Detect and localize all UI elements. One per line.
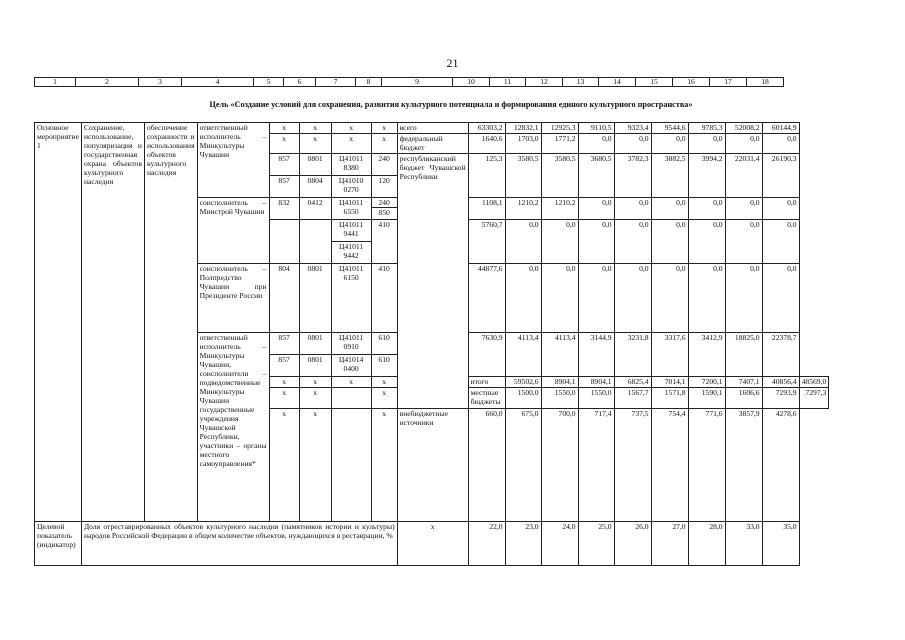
value-cell: 0,0 — [578, 134, 614, 154]
value-cell: 0,0 — [688, 134, 725, 154]
value-cell: 0,0 — [688, 220, 725, 264]
vr-cell: 610 — [371, 355, 397, 377]
value-cell: 0,0 — [725, 264, 762, 333]
csr-cell: x — [331, 377, 371, 388]
col-num: 4 — [182, 78, 254, 87]
vr-cell: x — [371, 409, 397, 522]
csr-cell: x — [331, 134, 371, 154]
value-cell: 3680,5 — [578, 154, 614, 198]
value-cell: 0,0 — [614, 220, 651, 264]
indicator-text: Доля отреставрированных объектов культурного наследия (памятников истории и культуры) народов Российской Федерации в общем количестве объектов, нуждающихся в реставрации, % — [81, 522, 397, 566]
col-num: 9 — [382, 78, 453, 87]
csr-cell — [331, 388, 371, 409]
value-cell: 28,0 — [688, 522, 725, 566]
value-cell: 3580,5 — [541, 154, 578, 198]
vr-cell: x — [371, 377, 397, 388]
executor-cell: соисполнитель – Полпредство Чувашии при Президенте России — [197, 264, 269, 333]
value-cell: 737,5 — [614, 409, 651, 522]
rz-cell: 0804 — [299, 176, 331, 198]
col-num: 12 — [526, 78, 563, 87]
value-cell: 1500,0 — [505, 388, 541, 409]
value-cell: 1550,0 — [578, 388, 614, 409]
value-cell: 3317,6 — [651, 333, 688, 377]
value-cell: 0,0 — [614, 134, 651, 154]
value-cell: 0,0 — [725, 134, 762, 154]
rz-cell: 0801 — [299, 355, 331, 377]
executor-cell: ответственный исполнитель – Минкультуры Чувашии — [197, 123, 269, 198]
grbs-cell: 832 — [269, 198, 299, 220]
source-cell: итого — [468, 377, 505, 388]
vr-cell: 410 — [371, 264, 397, 333]
value-cell: 1567,7 — [614, 388, 651, 409]
value-cell: 0,0 — [505, 220, 541, 264]
csr-cell — [331, 409, 371, 522]
indicator-label: Целевой показатель (индикатор) — [35, 522, 82, 566]
value-cell: 0,0 — [651, 264, 688, 333]
value-cell: 0,0 — [651, 220, 688, 264]
value-cell: 25,0 — [578, 522, 614, 566]
value-cell: 59502,6 — [505, 377, 541, 388]
col-num: 5 — [254, 78, 284, 87]
grbs-cell: x — [269, 377, 299, 388]
col-num: 1 — [35, 78, 76, 87]
value-cell: 7200,1 — [688, 377, 725, 388]
value-cell: 8904,1 — [578, 377, 614, 388]
rz-cell: x — [299, 388, 331, 409]
vr-cell: 240 — [371, 154, 397, 176]
value-cell: 0,0 — [541, 220, 578, 264]
value-cell: 22378,7 — [762, 333, 799, 377]
col-num: 2 — [76, 78, 139, 87]
value-cell: 3994,2 — [688, 154, 725, 198]
col-num: 18 — [747, 78, 784, 87]
value-cell: 52008,2 — [725, 123, 762, 134]
measure-number: Основное мероприятие 1 — [35, 123, 82, 522]
col-num: 6 — [284, 78, 316, 87]
measure-task: обеспечение сохранности и использования объектов культурного наследия — [144, 123, 197, 522]
value-cell: 1210,2 — [505, 198, 541, 220]
value-cell: 4113,4 — [505, 333, 541, 377]
value-cell: 5760,7 — [468, 220, 505, 264]
csr-cell: Ц41011 0910 — [331, 333, 371, 355]
value-cell: 3412,9 — [688, 333, 725, 377]
value-cell: 3782,3 — [614, 154, 651, 198]
grbs-cell: 857 — [269, 333, 299, 355]
grbs-cell: x — [269, 409, 299, 522]
value-cell: 3857,9 — [725, 409, 762, 522]
rz-cell — [299, 220, 331, 264]
value-cell: 12925,3 — [541, 123, 578, 134]
col-num: 14 — [599, 78, 636, 87]
value-cell: 26190,3 — [762, 154, 799, 198]
value-cell: 7407,1 — [725, 377, 762, 388]
table-row — [35, 123, 829, 134]
grbs-cell — [269, 220, 299, 264]
rz-cell: x — [299, 134, 331, 154]
value-cell: 1108,1 — [468, 198, 505, 220]
executor-cell: соисполнитель – Минстрой Чувашии — [197, 198, 269, 264]
vr-cell — [371, 198, 397, 220]
value-cell: 1550,0 — [541, 388, 578, 409]
measure-title: Сохранение, использование, популяризация и государственная охрана объектов культурного наследия — [81, 123, 144, 522]
rz-cell: x — [299, 123, 331, 134]
value-cell: 771,6 — [688, 409, 725, 522]
csr-cell: Ц41010 0270 — [331, 176, 371, 198]
grbs-cell: 857 — [269, 154, 299, 176]
vr-cell: x — [371, 134, 397, 154]
value-cell: 60144,9 — [762, 123, 799, 134]
vr-cell: 410 — [371, 220, 397, 264]
csr-cell: Ц41011 8380 — [331, 154, 371, 176]
vr-value: 850 — [378, 208, 390, 217]
value-cell: 0,0 — [541, 264, 578, 333]
rz-cell: 0801 — [299, 154, 331, 176]
value-cell: 22,0 — [468, 522, 505, 566]
vr-cell: x — [371, 388, 397, 409]
vr-cell: x — [371, 123, 397, 134]
value-cell: 1210,2 — [541, 198, 578, 220]
value-cell: 3231,8 — [614, 333, 651, 377]
value-cell: 0,0 — [762, 134, 799, 154]
value-cell: 0,0 — [725, 198, 762, 220]
value-cell: 7293,9 — [762, 388, 799, 409]
col-num: 16 — [673, 78, 710, 87]
value-cell: 35,0 — [762, 522, 799, 566]
csr-value: Ц41011 9441 — [332, 220, 371, 242]
value-cell: 0,0 — [614, 198, 651, 220]
source-cell: всего — [397, 123, 468, 134]
value-cell: 125,3 — [468, 154, 505, 198]
value-cell: 4278,6 — [762, 409, 799, 522]
value-cell: 1640,6 — [468, 134, 505, 154]
value-cell: 9323,4 — [614, 123, 651, 134]
value-cell: 0,0 — [688, 264, 725, 333]
value-cell: 23,0 — [505, 522, 541, 566]
source-cell: республиканский бюджет Чувашской Республики — [397, 154, 468, 409]
grbs-cell: x — [269, 123, 299, 134]
value-cell: 9110,5 — [578, 123, 614, 134]
rz-cell: x — [299, 409, 331, 522]
value-cell: 3580,5 — [505, 154, 541, 198]
grbs-cell: 857 — [269, 176, 299, 198]
csr-cell: Ц41011 6150 — [331, 264, 371, 333]
value-cell: 0,0 — [762, 198, 799, 220]
value-cell: 33,0 — [725, 522, 762, 566]
value-cell: 0,0 — [578, 220, 614, 264]
value-cell: 0,0 — [505, 264, 541, 333]
grbs-cell: x — [269, 134, 299, 154]
value-cell: 4113,4 — [541, 333, 578, 377]
value-cell: 7630,9 — [468, 333, 505, 377]
rz-cell: 0801 — [299, 333, 331, 355]
csr-cell: Ц41014 0400 — [331, 355, 371, 377]
value-cell: 660,0 — [468, 409, 505, 522]
col-num: 7 — [316, 78, 356, 87]
value-cell: 1590,1 — [688, 388, 725, 409]
source-cell: местные бюджеты — [468, 388, 505, 409]
value-cell: 0,0 — [762, 220, 799, 264]
value-cell: 0,0 — [614, 264, 651, 333]
csr-cell — [331, 220, 371, 264]
value-cell: 1571,8 — [651, 388, 688, 409]
col-num: 15 — [636, 78, 673, 87]
col-num: 17 — [710, 78, 747, 87]
goal-title: Цель «Создание условий для сохранения, развития культурного потенциала и формирования единого культурного пространства» — [209, 100, 693, 109]
grbs-cell: 804 — [269, 264, 299, 333]
vr-value: 240 — [372, 198, 397, 208]
col-num: 13 — [563, 78, 599, 87]
col-num: 3 — [139, 78, 182, 87]
value-cell: 12832,1 — [505, 123, 541, 134]
value-cell: 3144,9 — [578, 333, 614, 377]
csr-cell: Ц41011 6550 — [331, 198, 371, 220]
value-cell: 0,0 — [762, 264, 799, 333]
value-cell: 6825,4 — [614, 377, 651, 388]
value-cell: 24,0 — [541, 522, 578, 566]
program-table — [34, 122, 829, 566]
csr-value: Ц41011 9442 — [339, 242, 364, 260]
page-number: 21 — [446, 56, 459, 70]
col-num: 8 — [356, 78, 382, 87]
value-cell: 700,0 — [541, 409, 578, 522]
value-cell: 40856,4 — [762, 377, 799, 388]
value-cell: 1703,0 — [505, 134, 541, 154]
value-cell: 3882,5 — [651, 154, 688, 198]
grbs-cell: 857 — [269, 355, 299, 377]
value-cell: 9544,6 — [651, 123, 688, 134]
value-cell: 48569,0 — [799, 377, 829, 388]
value-cell: 0,0 — [651, 198, 688, 220]
grbs-cell: x — [269, 388, 299, 409]
vr-cell: 120 — [371, 176, 397, 198]
value-cell: 7014,1 — [651, 377, 688, 388]
rz-cell: x — [299, 377, 331, 388]
value-cell: 18825,0 — [725, 333, 762, 377]
column-number-header — [34, 77, 784, 87]
value-cell: 0,0 — [578, 264, 614, 333]
value-cell: 27,0 — [651, 522, 688, 566]
value-cell: 63303,2 — [468, 123, 505, 134]
executor-cell: ответственный исполнитель – Минкультуры Чувашии, соисполнители – подведомственные Минкультуры Чувашии государственные учреждения Чувашской Республики, участники – органы местного самоуправления* — [197, 333, 269, 522]
value-cell: 22031,4 — [725, 154, 762, 198]
value-cell: 26,0 — [614, 522, 651, 566]
value-cell: 675,0 — [505, 409, 541, 522]
rz-cell: 0801 — [299, 264, 331, 333]
source-cell: федеральный бюджет — [397, 134, 468, 154]
col-num: 10 — [453, 78, 490, 87]
value-cell: 7297,3 — [799, 388, 829, 409]
source-cell: внебюджетные источники — [397, 409, 468, 522]
value-cell: 0,0 — [651, 134, 688, 154]
rz-cell: 0412 — [299, 198, 331, 220]
value-cell: 1606,6 — [725, 388, 762, 409]
value-cell: 717,4 — [578, 409, 614, 522]
vr-cell: 610 — [371, 333, 397, 355]
csr-cell: x — [331, 123, 371, 134]
value-cell: 0,0 — [725, 220, 762, 264]
value-cell: 44877,6 — [468, 264, 505, 333]
value-cell: 9785,3 — [688, 123, 725, 134]
value-cell: 8904,1 — [541, 377, 578, 388]
indicator-mark: x — [397, 522, 468, 566]
value-cell: 0,0 — [578, 198, 614, 220]
value-cell: 1771,2 — [541, 134, 578, 154]
value-cell: 0,0 — [688, 198, 725, 220]
col-num: 11 — [490, 78, 526, 87]
value-cell: 754,4 — [651, 409, 688, 522]
indicator-row — [35, 522, 829, 566]
